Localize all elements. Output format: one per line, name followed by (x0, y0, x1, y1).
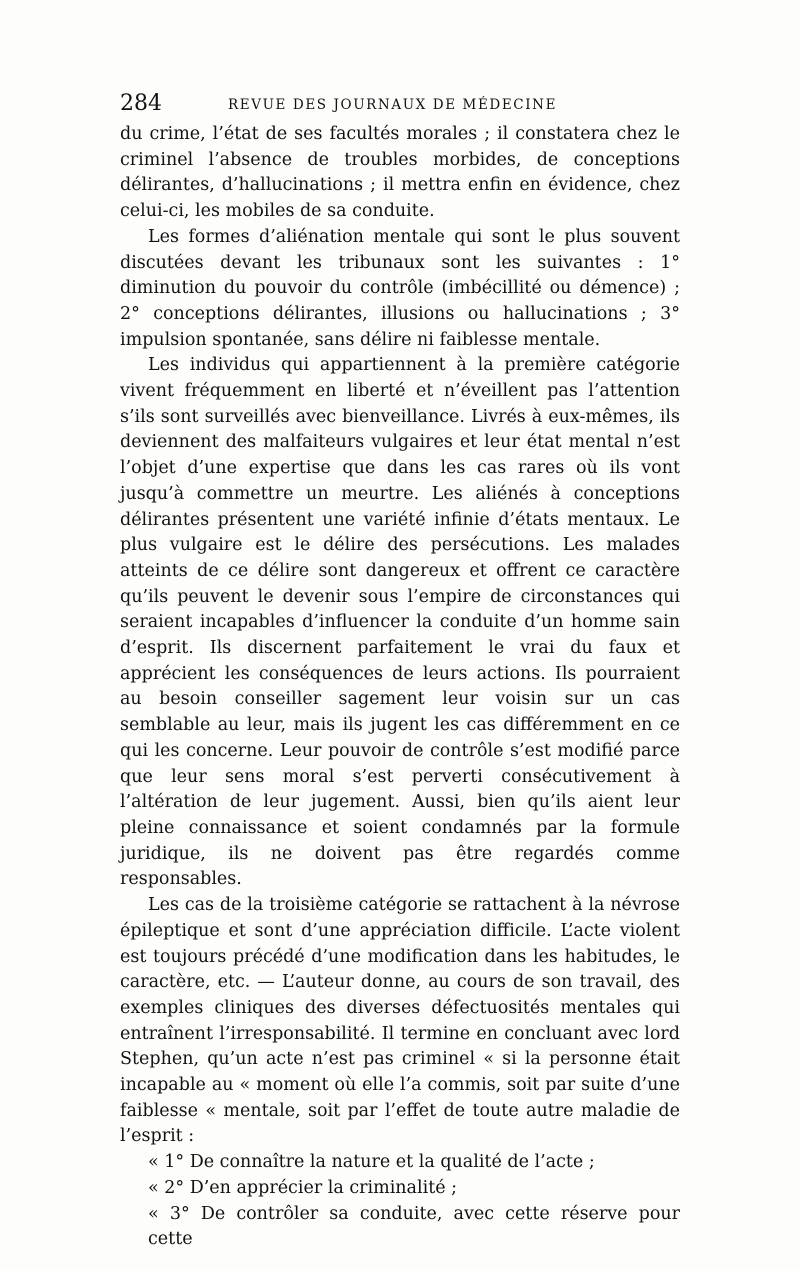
running-head: REVUE DES JOURNAUX DE MÉDECINE (228, 97, 558, 113)
quote-line-2: « 2° D’en apprécier la criminalité ; (148, 1177, 458, 1198)
paragraph-continuation: du crime, l’état de ses facultés morales ; il constatera chez le criminel l’absence de troubles morbides, de conceptions délirantes, d’hallucinations ; il mettra enfin en évidence, chez celui-ci, les mobiles de sa conduite. (120, 124, 680, 222)
paragraph-first-category: Les individus qui appartiennent à la première catégorie vivent fréquemment en liberté et n’éveillent pas l’attention s’ils sont surveillés avec bienveillance. Livrés à eux-mêmes, ils deviennent des malfaiteurs vulgaires et leur état mental n’est l’objet d’une expertise que dans les cas rares où ils vont jusqu’à commettre un meurtre. Les aliénés à conceptions délirantes présentent une variété infinie d’états mentaux. Le plus vulgaire est le délire des persécutions. Les malades atteints de ce délire sont dangereux et offrent ce caractère qu’ils peuvent le devenir sous l’empire de circonstances qui seraient incapables d’influencer la conduite d’un homme sain d’esprit. Ils discernent parfaitement le vrai du faux et apprécient les conséquences de leurs actions. Ils pourraient au besoin conseiller sagement leur voisin sur un cas semblable au leur, mais ils jugent les cas différemment en ce qui les concerne. Leur pouvoir de contrôle s’est modifié parce que leur sens moral s’est perverti consécutivement à l’altération de leur jugement. Aussi, bien qu’ils aient leur pleine connaissance et soient condamnés par la formule juridique, ils ne doivent pas être regardés comme responsables. (120, 355, 680, 890)
page-header (120, 88, 680, 120)
quote-line-1: « 1° De connaître la nature et la qualité de l’acte ; (148, 1152, 595, 1173)
body-text (120, 122, 680, 1253)
paragraph-forms-of-alienation: Les formes d’aliénation mentale qui sont le plus souvent discutées devant les tribunaux sont les suivantes : 1° diminution du pouvoir du contrôle (imbécillité ou démence) ; 2° conceptions délirantes, illusions ou hallucinations ; 3° impulsion spontanée, sans délire ni faiblesse mentale. (120, 226, 680, 350)
paragraph-third-category: Les cas de la troisième catégorie se rattachent à la névrose épileptique et sont d’une appréciation difficile. L’acte violent est toujours précédé d’une modification dans les habitudes, le caractère, etc. — L’auteur donne, au cours de son travail, des exemples cliniques des diverses défectuosités mentales qui entraînent l’irresponsabilité. Il termine en concluant avec lord Stephen, qu’un acte n’est pas criminel « si la personne était incapable au « moment où elle l’a commis, soit par suite d’une faiblesse « mentale, soit par l’effet de toute autre maladie de l’esprit : (120, 895, 680, 1147)
page-number: 284 (120, 91, 162, 116)
quote-line-3: « 3° De contrôler sa conduite, avec cette réserve pour cette (148, 1203, 680, 1250)
